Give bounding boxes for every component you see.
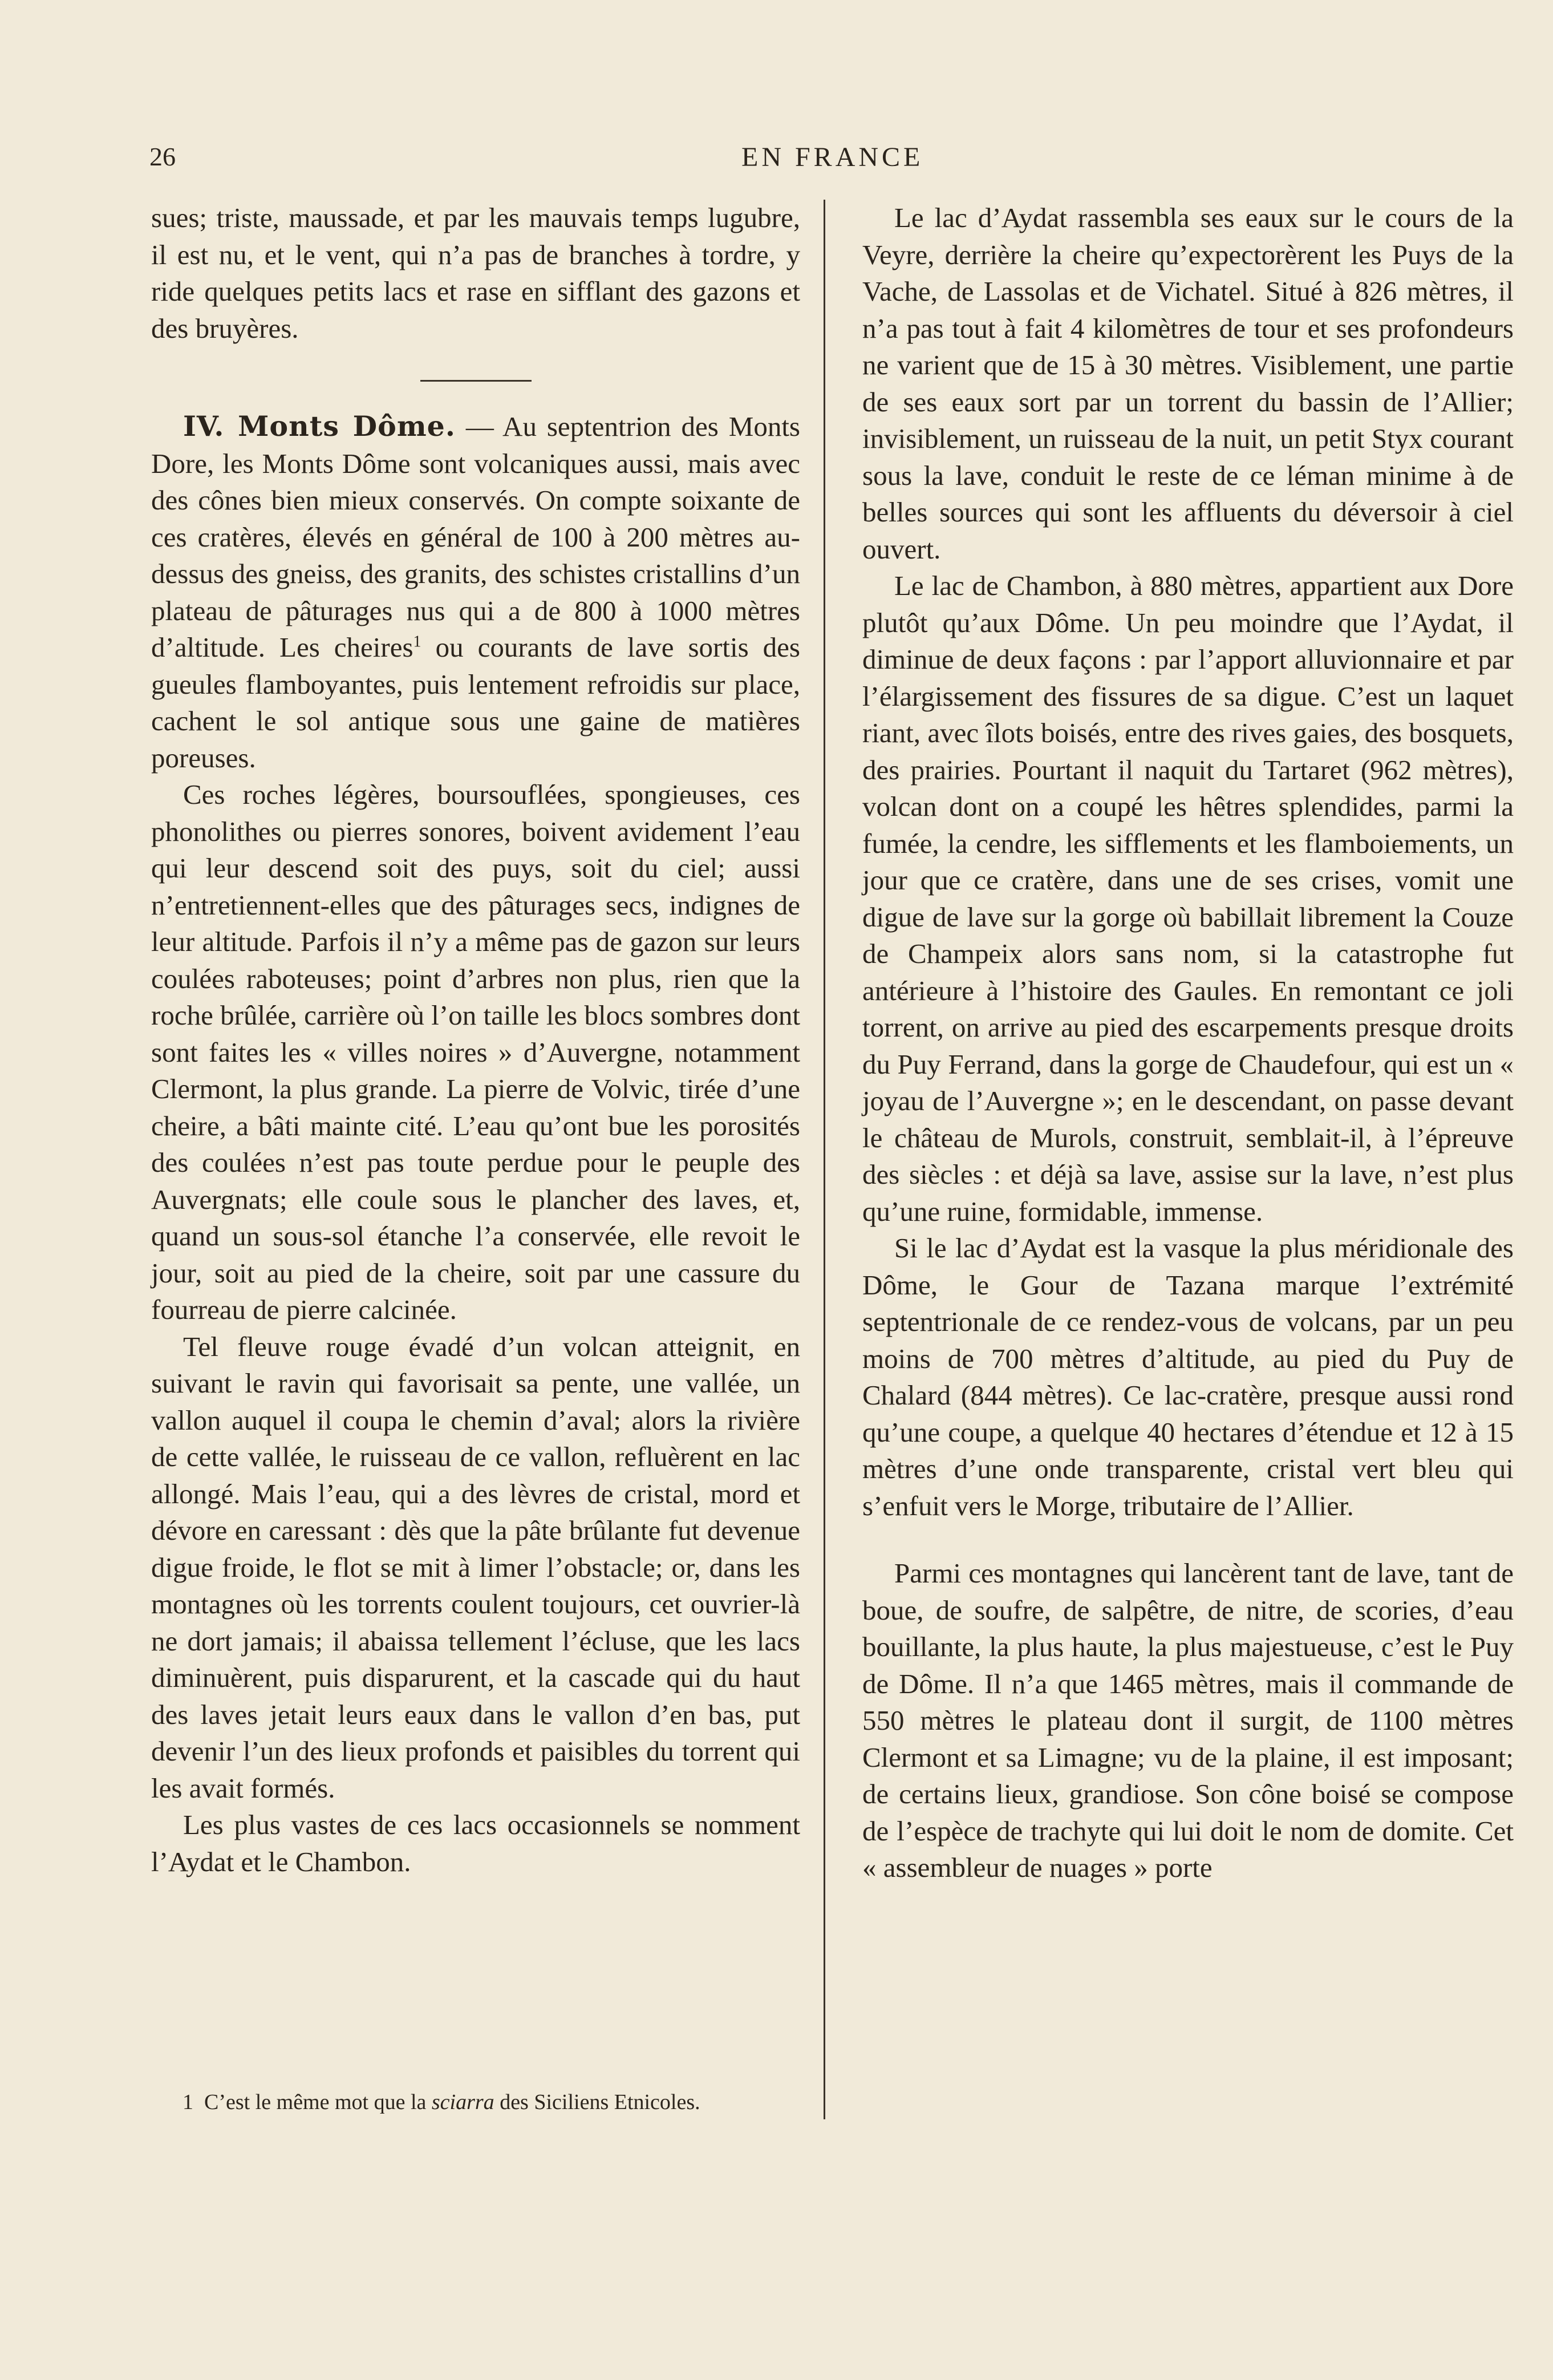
footnote-reference: 1 <box>413 633 421 651</box>
paragraph: Si le lac d’Aydat est la vasque la plus méridionale des Dôme, le Gour de Tazana marque l’extrémité septentrionale de ce rendez-vous de volcans, par un peu moins de 700 mètres d’altitude, au pied du Puy de Chalard (844 mètres). Ce lac-cratère, presque aussi rond qu’une coupe, a quelque 40 hectares d’étendue et 12 à 15 mètres d’une onde transparente, cristal vert bleu qui s’enfuit vers le Morge, tributaire de l’Allier. <box>862 1232 1514 1521</box>
page-number: 26 <box>149 142 176 171</box>
section-divider <box>420 380 532 382</box>
footnote-text: des Siciliens Etnicoles. <box>494 2090 700 2114</box>
paragraph: Ces roches légères, boursouflées, spongieuses, ces phonolithes ou pierres sonores, boivent avidement l’eau qui leur descend soit des puys, soit du ciel; aussi n’entretiennent-elles que des pâturages secs, indignes de leur altitude. Parfois il n’y a même pas de gazon sur leurs coulées raboteuses; point d’arbres non plus, rien que la roche brûlée, carrière où l’on taille les blocs sombres dont sont faites les « villes noires » d’Auvergne, notamment Clermont, la plus grande. La pierre de Volvic, tirée d’une cheire, a bâti mainte cité. L’eau qu’ont bue les porosités des coulées n’est pas toute perdue pour le peuple des Auvergnats; elle coule sous le plancher des laves, et, quand un sous-sol étanche l’a conservée, elle revoit le jour, soit au pied de la cheire, soit par une cassure du fourreau de pierre calcinée. <box>151 779 800 1325</box>
paragraph: Tel fleuve rouge évadé d’un volcan atteignit, en suivant le ravin qui favorisait sa pente, une vallée, un vallon auquel il coupa le chemin d’aval; alors la rivière de cette vallée, le ruisseau de ce vallon, refluèrent en lac allongé. Mais l’eau, qui a des lèvres de cristal, mord et dévore en caressant : dès que la pâte brûlante fut devenue digue froide, le flot se mit à limer l’obstacle; or, dans les montagnes où les torrents coulent toujours, cet ouvrier-là ne dort jamais; il abaissa tellement l’écluse, que les lacs diminuèrent, puis disparurent, et la cascade qui du haut des laves jetait leurs eaux dans le vallon d’en bas, put devenir l’un des lieux profonds et paisibles du torrent qui les avait formés. <box>151 1330 800 1804</box>
paragraph: sues; triste, maussade, et par les mauvais temps lugubre, il est nu, et le vent, qui n’a pas de branches à tordre, y ride quelques petits lacs et rase en sifflant des gazons et des bruyères. <box>151 202 800 344</box>
column-divider <box>824 200 825 2119</box>
paragraph: Parmi ces montagnes qui lancèrent tant de lave, tant de boue, de soufre, de salpêtre, de nitre, de scories, d’eau bouillante, la plus haute, la plus majestueuse, c’est le Puy de Dôme. Il n’a que 1465 mètres, mais il commande de 550 mètres le plateau dont il surgit, de 1100 mètres Clermont et sa Limagne; vu de la plaine, il est imposant; de certains lieux, grandiose. Son cône boisé se compose de l’espèce de trachyte qui lui doit le nom de domite. Cet « assembleur de nuages » porte <box>862 1557 1514 1883</box>
footnote-number: 1 <box>183 2090 193 2114</box>
running-title: EN FRANCE <box>741 142 924 172</box>
paragraph <box>151 408 800 776</box>
section-heading: IV. Monts Dôme. <box>183 410 456 443</box>
footnote <box>183 2088 700 2116</box>
left-column <box>151 200 800 1880</box>
paragraph-text: — Au septentrion des Monts Dore, les Monts Dôme sont volcaniques aussi, mais avec des cônes bien mieux conservés. On compte soixante de ces cratères, élevés en général de 100 à 200 mètres au-dessus des gneiss, des granits, des schistes cristallins d’un plateau de pâturages nus qui a de 800 à 1000 mètres d’altitude. Les cheires <box>151 411 800 663</box>
right-column <box>862 200 1514 1887</box>
footnote-italic: sciarra <box>431 2090 494 2114</box>
footnote-text: C’est le même mot que la <box>204 2090 432 2114</box>
paragraph-gap <box>862 1524 1514 1555</box>
paragraph: Les plus vastes de ces lacs occasionnels se nomment l’Aydat et le Chambon. <box>151 1809 800 1877</box>
paragraph: Le lac de Chambon, à 880 mètres, appartient aux Dore plutôt qu’aux Dôme. Un peu moindre que l’Aydat, il diminue de deux façons : par l’apport alluvionnaire et par l’élargissement des fissures de sa digue. C’est un laquet riant, avec îlots boisés, entre des rives gaies, des bosquets, des prairies. Pourtant il naquit du Tartaret (962 mètres), volcan dont on a coupé les hêtres splendides, parmi la fumée, la cendre, les sifflements et les flamboiements, un jour que ce cratère, dans une de ses crises, vomit une digue de lave sur la gorge où babillait librement la Couze de Champeix alors sans nom, si la catastrophe fut antérieure à l’histoire des Gaules. En remontant ce joli torrent, on arrive au pied des escarpements presque droits du Puy Ferrand, dans la gorge de Chaudefour, qui est un « joyau de l’Auvergne »; en le descendant, on passe devant le château de Murols, construit, semblait-il, à l’épreuve des siècles : et déjà sa lave, assise sur la lave, n’est plus qu’une ruine, formidable, immense. <box>862 570 1514 1227</box>
paragraph: Le lac d’Aydat rassembla ses eaux sur le cours de la Veyre, derrière la cheire qu’expectorèrent les Puys de la Vache, de Lassolas et de Vichatel. Situé à 826 mètres, il n’a pas tout à fait 4 kilomètres de tour et ses profondeurs ne varient que de 15 à 30 mètres. Visiblement, une partie de ses eaux sort par un torrent du bassin de l’Allier; invisiblement, un ruisseau de la nuit, un petit Styx courant sous la lave, conduit le reste de ce léman minime à de belles sources qui sont les affluents du déversoir à ciel ouvert. <box>862 202 1514 565</box>
paragraph-text: ou courants de lave sortis des gueules flamboyantes, puis lentement refroidis sur place, cachent le sol antique sous une gaine de matières poreuses. <box>151 632 800 774</box>
